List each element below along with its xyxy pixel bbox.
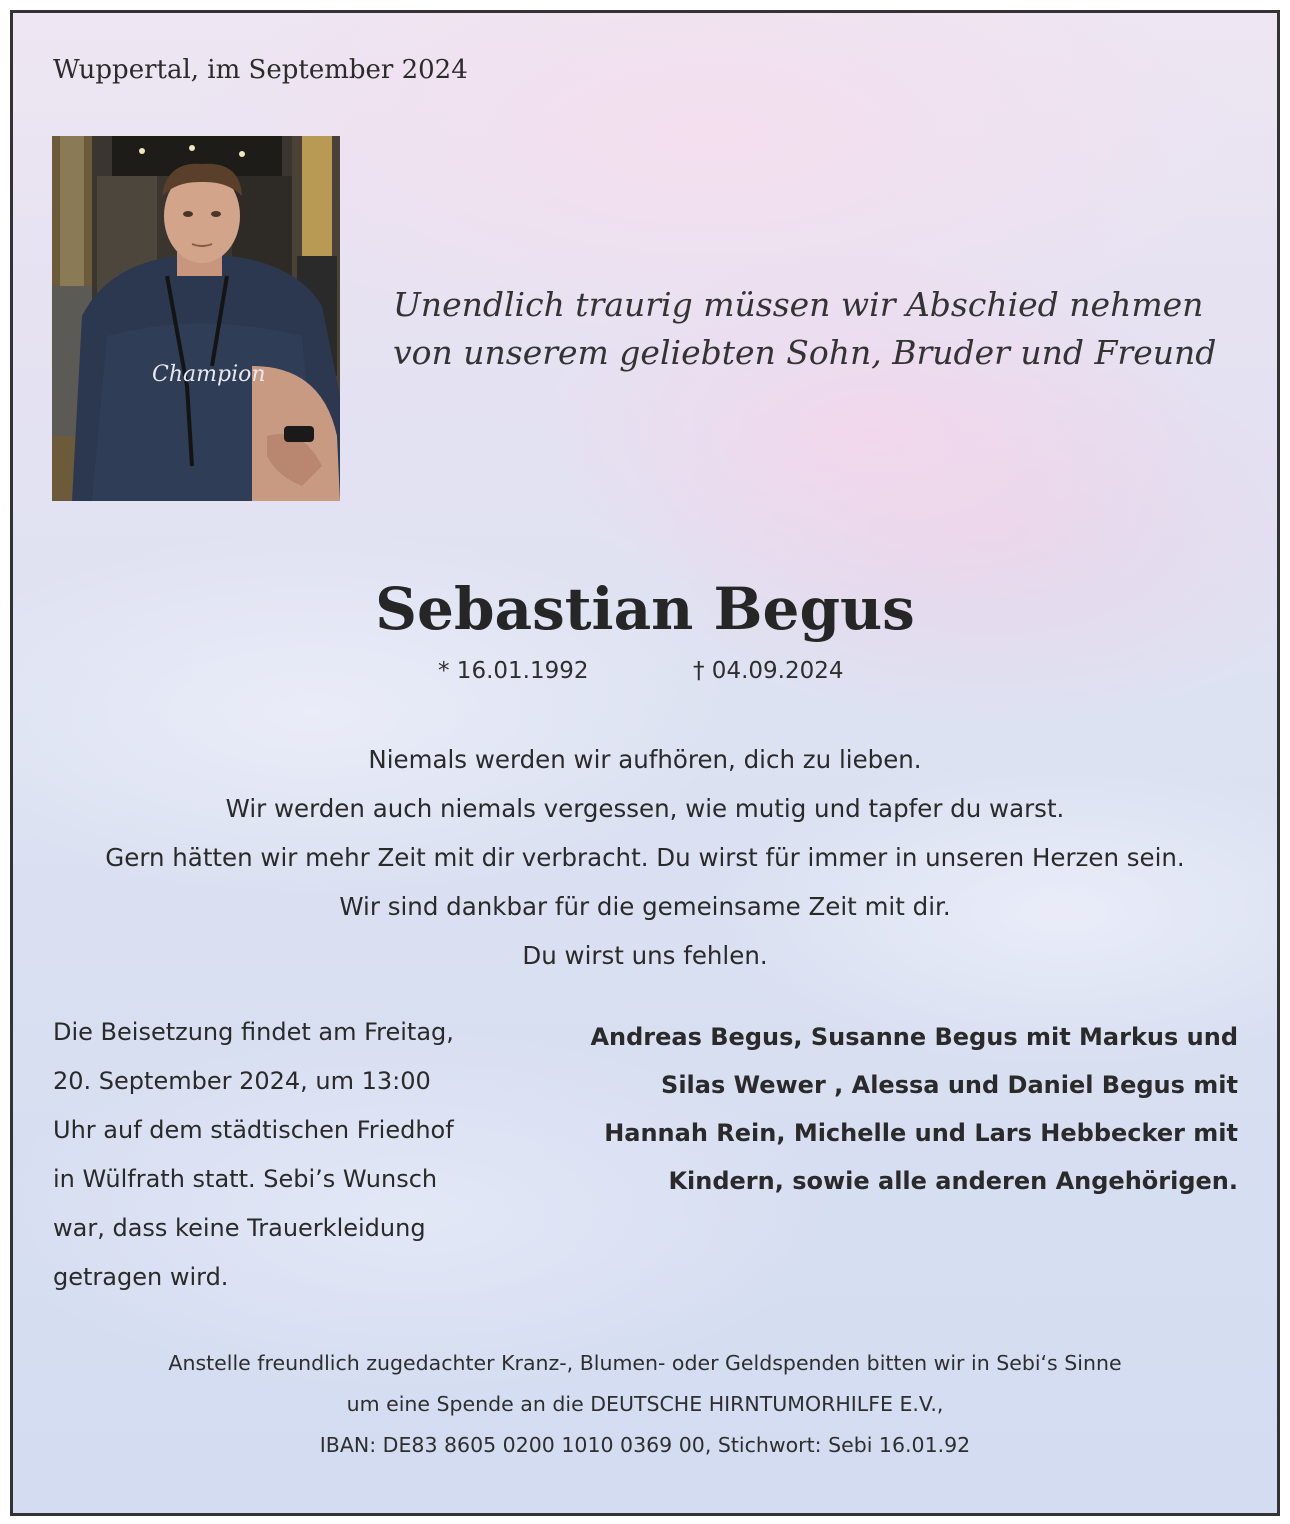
deceased-name: Sebastian Begus — [375, 575, 915, 643]
shirt-logo-text: Champion — [152, 362, 266, 387]
donation-line: um eine Spende an die DEUTSCHE HIRNTUMORHILFE E.V., — [346, 1392, 944, 1416]
birth-date: * 16.01.1992 — [438, 658, 589, 684]
mourners-line: Kindern, sowie alle anderen Angehörigen. — [668, 1167, 1238, 1195]
funeral-line: war, dass keine Trauerkleidung — [53, 1214, 426, 1242]
poem-line: Wir sind dankbar für die gemeinsame Zeit mit dir. — [339, 892, 951, 921]
death-date: † 04.09.2024 — [693, 658, 844, 684]
place-date: Wuppertal, im September 2024 — [53, 55, 468, 85]
funeral-line: Die Beisetzung findet am Freitag, — [53, 1018, 454, 1046]
farewell-quote — [393, 281, 1253, 377]
poem-line: Du wirst uns fehlen. — [522, 941, 768, 970]
funeral-info — [53, 1008, 523, 1302]
funeral-line: in Wülfrath statt. Sebi’s Wunsch — [53, 1165, 438, 1193]
donation-request — [13, 1343, 1277, 1466]
poem-line: Niemals werden wir aufhören, dich zu lieben. — [368, 745, 922, 774]
memorial-poem — [13, 735, 1277, 980]
quote-line: von unserem geliebten Sohn, Bruder und Freund — [393, 333, 1217, 372]
mourners-line: Andreas Begus, Susanne Begus mit Markus und — [590, 1023, 1238, 1051]
funeral-line: Uhr auf dem städtischen Friedhof — [53, 1116, 454, 1144]
portrait-photo — [52, 136, 340, 501]
quote-line: Unendlich traurig müssen wir Abschied nehmen — [393, 285, 1204, 324]
mourners-line: Hannah Rein, Michelle und Lars Hebbecker mit — [604, 1119, 1238, 1147]
obituary-frame — [10, 10, 1280, 1516]
mourners-line: Silas Wewer , Alessa und Daniel Begus mit — [661, 1071, 1238, 1099]
funeral-line: getragen wird. — [53, 1263, 229, 1291]
mourners-list — [533, 1013, 1238, 1205]
donation-line: Anstelle freundlich zugedachter Kranz-, Blumen- oder Geldspenden bitten wir in Sebi‘s Sinne — [168, 1351, 1122, 1375]
poem-line: Gern hätten wir mehr Zeit mit dir verbracht. Du wirst für immer in unseren Herzen sein. — [105, 843, 1185, 872]
poem-line: Wir werden auch niemals vergessen, wie mutig und tapfer du warst. — [225, 794, 1065, 823]
donation-line: IBAN: DE83 8605 0200 1010 0369 00, Stichwort: Sebi 16.01.92 — [319, 1433, 971, 1457]
funeral-line: 20. September 2024, um 13:00 — [53, 1067, 431, 1095]
